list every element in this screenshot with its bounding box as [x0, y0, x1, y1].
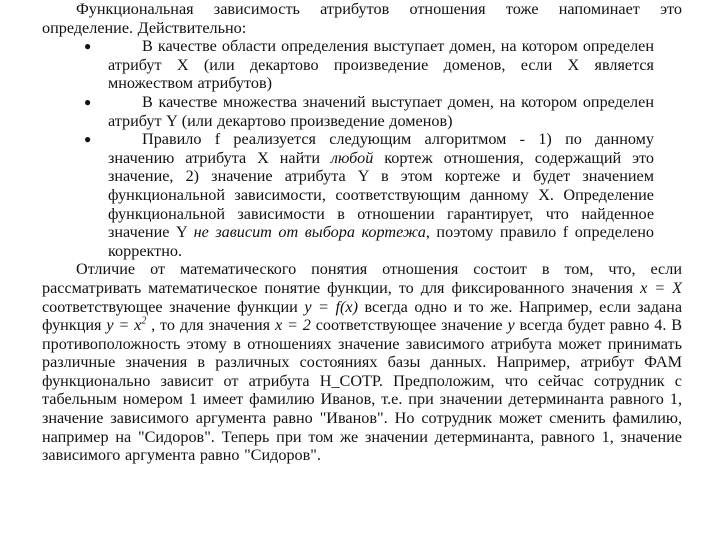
para2-text-b: соответствующее значение функции [42, 297, 305, 316]
bullet-dot-icon: ● [84, 39, 92, 54]
intro-paragraph: Функциональная зависимость атрибутов отношения тоже напоминает это определение. Действительно: [42, 0, 682, 37]
rule-emphasis-independent: не зависит от выбора кортежа [193, 223, 426, 242]
rule-text-part2: кортеж отношения, содержащий это значение, 2) значение атрибута Y в этом кортеже и будет значением функциональной зависимости, соответствующим данному X. Определение функциональной зависимости в отношении гарантирует, что найденное значение Y [108, 148, 654, 242]
para2-text-e: соответствующее значение [310, 316, 508, 335]
bullet-item-domain [42, 37, 682, 93]
rule-text-part3: , поэтому правило f определено корректно. [108, 223, 654, 260]
bullet-list [42, 37, 682, 260]
difference-paragraph [42, 260, 682, 465]
bullet-text: В качестве области определения выступает домен, на котором определен атрибут X (или декартово произведение доменов, если X является множеством атрибутов) [108, 37, 654, 93]
bullet-text: В качестве множества значений выступает домен, на котором определен атрибут Y (или декартово произведение доменов) [108, 92, 654, 130]
bullet-item-range [42, 93, 682, 130]
para2-text-c: всегда одно и то же. Например, если задана функция [42, 297, 683, 335]
bullet-item-rule [42, 130, 682, 260]
para2-text-d: , то для значения [146, 316, 275, 335]
formula-y-eq-fx: y = f(x) [304, 297, 358, 316]
para2-text-f: всегда будет равно 4. В противоположность этому в отношениях значение зависимого атрибута может принимать различные значения в различных состояниях базы данных. Например, атрибут ФАМ функционально зависит от атрибута Н_СОТР. Предположим, что сейчас сотрудник с табельным номером 1 имеет фамилию Иванов, т.е. при значении детерминанта равного 1, значение зависимого аргумента равно "Иванов". Но сотрудник может сменить фамилию, например на "Сидоров". Теперь при том же значении детерминанта, равного 1, значение зависимого аргумента равно "Сидоров". [42, 316, 683, 465]
rule-text-part1: Правило f реализуется следующим алгоритмом - 1) по данному значению атрибута X найти [108, 130, 654, 167]
formula-base: y = x [106, 316, 142, 335]
para2-text-a: Отличие от математического понятия отношения состоит в том, что, если рассматривать математическое понятие функции, то для фиксированного значения [42, 260, 682, 297]
bullet-dot-icon: ● [84, 94, 92, 109]
formula-y-var: y [507, 316, 515, 335]
formula-x-eq-X: x = X [640, 278, 682, 297]
bullet-text [108, 130, 654, 260]
document-page [42, 0, 682, 465]
rule-emphasis-any: любой [330, 148, 374, 167]
formula-x-eq-2: x = 2 [274, 316, 311, 335]
formula-y-eq-x-squared [106, 316, 146, 334]
bullet-dot-icon: ● [84, 132, 92, 147]
formula-exponent: 2 [141, 315, 147, 327]
